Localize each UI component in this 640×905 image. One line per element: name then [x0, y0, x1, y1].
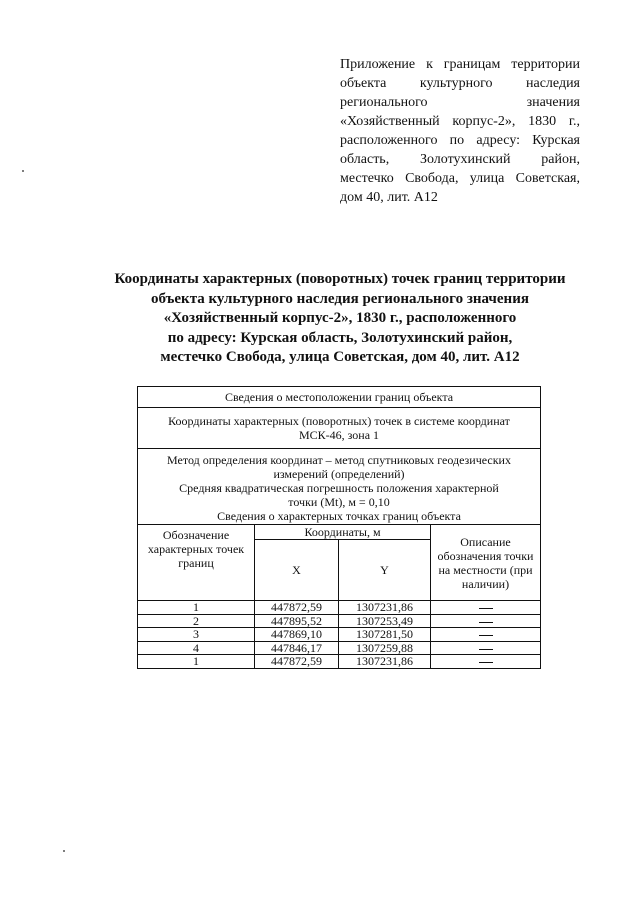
table-row — [138, 601, 541, 615]
point-number: 1 — [138, 601, 255, 615]
point-description — [431, 641, 541, 655]
appendix-line: Приложение к границам территории — [340, 57, 580, 72]
point-y: 1307231,86 — [339, 601, 431, 615]
appendix-line: местечко Свобода, улица Советская, — [340, 171, 580, 186]
col-y-header: Y — [339, 540, 431, 601]
col-designation-header: Обозначение характерных точек границ — [138, 525, 255, 601]
point-number: 2 — [138, 614, 255, 628]
coord-system-cell: Координаты характерных (поворотных) точек в системе координат МСК-46, зона 1 — [138, 408, 541, 449]
document-title — [95, 270, 585, 368]
point-y: 1307281,50 — [339, 628, 431, 642]
point-number: 3 — [138, 628, 255, 642]
point-description — [431, 614, 541, 628]
points-header: Сведения о характерных точках границ объекта — [217, 509, 461, 523]
point-description — [431, 601, 541, 615]
accuracy-text: Средняя квадратическая погрешность положения характерной точки (Mt), м = 0,10 — [179, 481, 499, 509]
appendix-line: объекта культурного наследия — [340, 76, 580, 91]
appendix-line: область, Золотухинский район, — [340, 152, 580, 167]
title-line: по адресу: Курская область, Золотухинский район, — [167, 329, 513, 346]
col-x-header: X — [255, 540, 339, 601]
title-line: «Хозяйственный корпус-2», 1830 г., расположенного — [163, 310, 517, 326]
appendix-line: дом 40, лит. А12 — [340, 190, 438, 205]
location-header: Сведения о местоположении границ объекта — [138, 387, 541, 408]
col-description-header: Описание обозначения точки на местности (при наличии) — [431, 525, 541, 601]
method-text: Метод определения координат – метод спутниковых геодезических измерений (определений) — [167, 453, 511, 481]
dash-icon — [479, 608, 493, 609]
dash-icon — [479, 635, 493, 636]
dash-icon — [479, 649, 493, 650]
point-y: 1307259,88 — [339, 641, 431, 655]
point-number: 4 — [138, 641, 255, 655]
title-line: местечко Свобода, улица Советская, дом 40, лит. А12 — [160, 349, 520, 365]
point-description — [431, 628, 541, 642]
appendix-note — [340, 55, 580, 207]
scan-speck — [22, 170, 24, 172]
table-row — [138, 628, 541, 642]
point-x: 447872,59 — [255, 655, 339, 669]
scan-speck — [63, 850, 65, 852]
appendix-line: расположенного по адресу: Курская — [340, 133, 580, 148]
point-x: 447846,17 — [255, 641, 339, 655]
table-row — [138, 614, 541, 628]
point-y: 1307253,49 — [339, 614, 431, 628]
point-x: 447872,59 — [255, 601, 339, 615]
point-number: 1 — [138, 655, 255, 669]
point-description — [431, 655, 541, 669]
point-x: 447895,52 — [255, 614, 339, 628]
appendix-line: «Хозяйственный корпус-2», 1830 г., — [340, 114, 580, 129]
method-cell — [138, 449, 541, 525]
dash-icon — [479, 662, 493, 663]
table-row — [138, 641, 541, 655]
point-x: 447869,10 — [255, 628, 339, 642]
title-line: объекта культурного наследия регионального значения — [151, 290, 529, 307]
col-coords-header: Координаты, м — [255, 525, 431, 540]
coordinates-table — [137, 386, 541, 669]
title-line: Координаты характерных (поворотных) точек границ территории — [114, 271, 566, 287]
dash-icon — [479, 622, 493, 623]
point-y: 1307231,86 — [339, 655, 431, 669]
table-row — [138, 655, 541, 669]
appendix-line: регионального значения — [340, 95, 580, 110]
